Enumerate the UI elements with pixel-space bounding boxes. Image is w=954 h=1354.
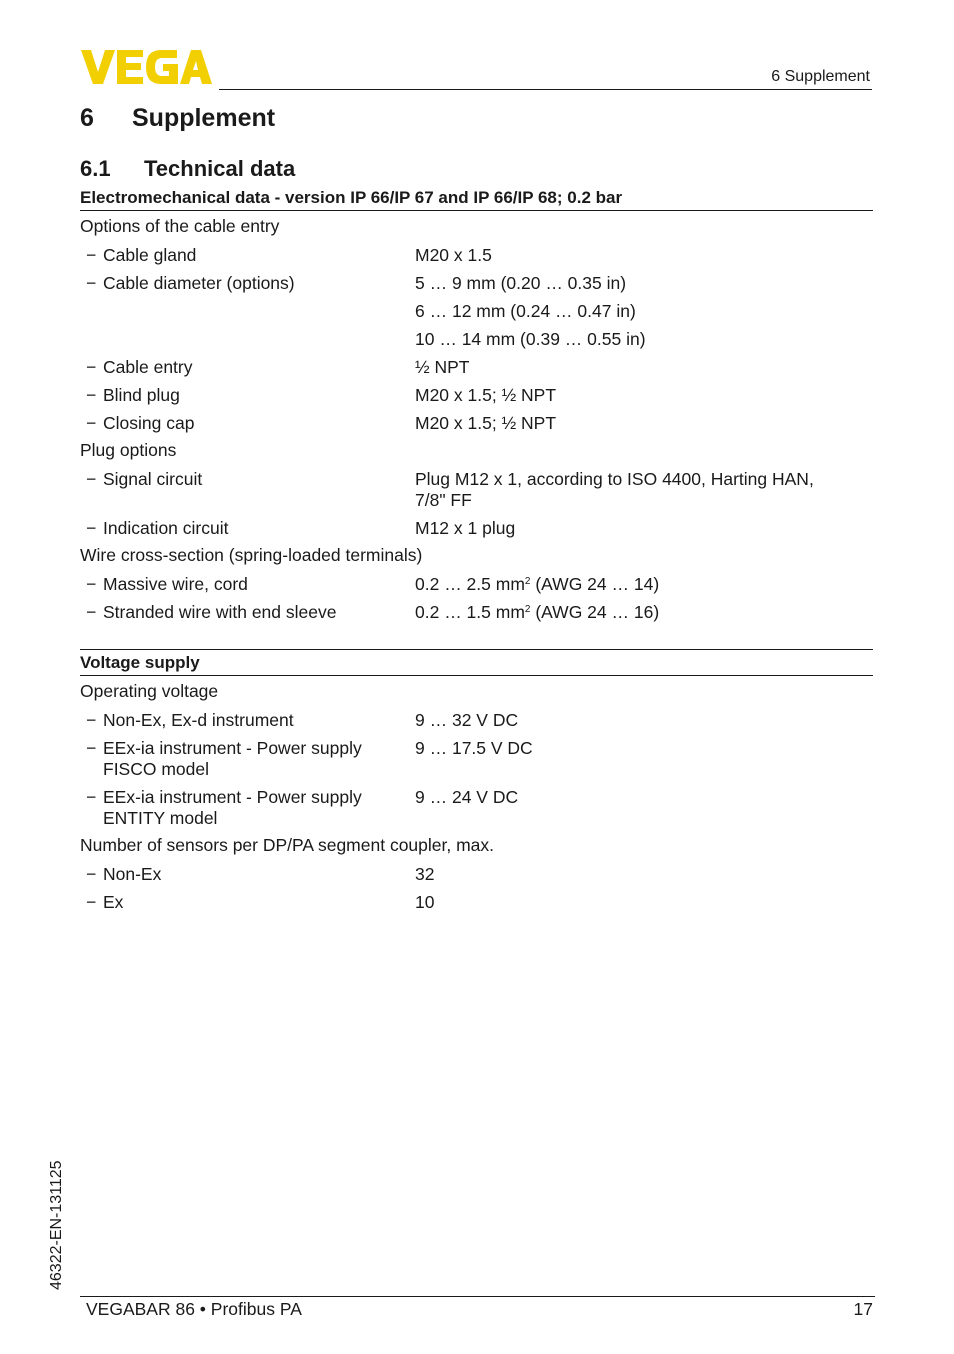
spec-row-massive-wire (80, 568, 873, 596)
sensors-per-coupler-label: Number of sensors per DP/PA segment coupler, max. (80, 835, 495, 855)
spec-value: 10 … 14 mm (0.39 … 0.55 in) (415, 329, 646, 349)
spec-value: M20 x 1.5; ½ NPT (415, 413, 557, 433)
dash: − (86, 357, 97, 377)
spec-row-cable-entry (80, 351, 873, 379)
spec-label: Cable entry (103, 357, 193, 377)
spec-label: EEx-ia instrument - Power supply ENTITY model (103, 787, 362, 828)
spec-row-sensors-ex (80, 886, 873, 914)
spec-label: Signal circuit (103, 469, 203, 489)
spec-value: M12 x 1 plug (415, 518, 516, 538)
spec-label: Closing cap (103, 413, 195, 433)
chapter-title: Supplement (132, 104, 276, 132)
spec-value: Plug M12 x 1, according to ISO 4400, Harting HAN, 7/8" FF (415, 469, 814, 510)
operating-voltage-label: Operating voltage (80, 681, 219, 701)
dash: − (86, 574, 97, 594)
spec-label: Cable diameter (options) (103, 273, 295, 293)
voltage-supply-title: Voltage supply (80, 649, 873, 676)
spec-value: 9 … 24 V DC (415, 787, 519, 807)
cable-entry-options-label: Options of the cable entry (80, 216, 280, 236)
superscript: 2 (524, 576, 531, 587)
spec-label: Ex (103, 892, 124, 912)
spec-label: Blind plug (103, 385, 180, 405)
page-number: 17 (853, 1299, 873, 1319)
spec-value: M20 x 1.5 (415, 245, 492, 265)
spec-value: 9 … 32 V DC (415, 710, 519, 730)
value-text: 0.2 … 1.5 mm (415, 602, 525, 622)
value-text: 0.2 … 2.5 mm (415, 574, 525, 594)
spec-value: 6 … 12 mm (0.24 … 0.47 in) (415, 301, 636, 321)
dash: − (86, 738, 97, 758)
spec-row-non-ex-instrument (80, 704, 873, 732)
dash: − (86, 710, 97, 730)
chapter-heading (80, 104, 275, 133)
spec-label: Non-Ex, Ex-d instrument (103, 710, 294, 730)
spec-row-signal-circuit (80, 463, 873, 512)
spec-value: 10 (415, 892, 435, 912)
spec-value (415, 602, 873, 623)
subchapter-heading (80, 156, 295, 182)
spec-value: 5 … 9 mm (0.20 … 0.35 in) (415, 273, 627, 293)
spec-label: Massive wire, cord (103, 574, 248, 594)
spec-row-blind-plug (80, 379, 873, 407)
spec-row-entity (80, 781, 873, 830)
spec-row-cable-diameter (80, 267, 873, 351)
dash: − (86, 273, 97, 293)
spec-value: 32 (415, 864, 435, 884)
superscript: 2 (524, 604, 531, 615)
dash: − (86, 245, 97, 265)
subchapter-number: 6.1 (80, 156, 111, 181)
value-text: (AWG 24 … 16) (530, 602, 660, 622)
dash: − (86, 469, 97, 489)
footer-rule (80, 1296, 875, 1297)
spec-label: Cable gland (103, 245, 197, 265)
value-text: (AWG 24 … 14) (530, 574, 660, 594)
spec-label: Stranded wire with end sleeve (103, 602, 337, 622)
spec-label: EEx-ia instrument - Power supply FISCO model (103, 738, 362, 779)
dash: − (86, 864, 97, 884)
electromechanical-title: Electromechanical data - version IP 66/IP 67 and IP 66/IP 68; 0.2 bar (80, 188, 873, 211)
spec-value-list (415, 273, 873, 350)
subchapter-title: Technical data (144, 156, 296, 181)
spec-value (415, 574, 873, 595)
electromechanical-section (80, 188, 873, 624)
spec-value: ½ NPT (415, 357, 470, 377)
dash: − (86, 518, 97, 538)
spec-value: 9 … 17.5 V DC (415, 738, 533, 758)
wire-cross-section-label: Wire cross-section (spring-loaded terminals) (80, 545, 423, 565)
dash: − (86, 892, 97, 912)
voltage-supply-section (80, 649, 873, 914)
dash: − (86, 787, 97, 807)
spec-label: Indication circuit (103, 518, 229, 538)
dash: − (86, 385, 97, 405)
spec-row-closing-cap (80, 407, 873, 435)
spec-row-stranded-wire (80, 596, 873, 624)
spec-row-indication-circuit (80, 512, 873, 540)
dash: − (86, 602, 97, 622)
vega-logo (81, 50, 212, 84)
spec-row-sensors-non-ex (80, 858, 873, 886)
document-code: 46322-EN-131125 (48, 1160, 65, 1290)
spec-label: Non-Ex (103, 864, 162, 884)
header-rule (219, 89, 872, 90)
header-section-label: 6 Supplement (771, 68, 870, 85)
footer-product: VEGABAR 86 • Profibus PA (86, 1299, 302, 1319)
plug-options-label: Plug options (80, 440, 177, 460)
dash: − (86, 413, 97, 433)
chapter-number: 6 (80, 104, 94, 132)
spec-row-cable-gland (80, 239, 873, 267)
spec-row-fisco (80, 732, 873, 781)
spec-value: M20 x 1.5; ½ NPT (415, 385, 557, 405)
